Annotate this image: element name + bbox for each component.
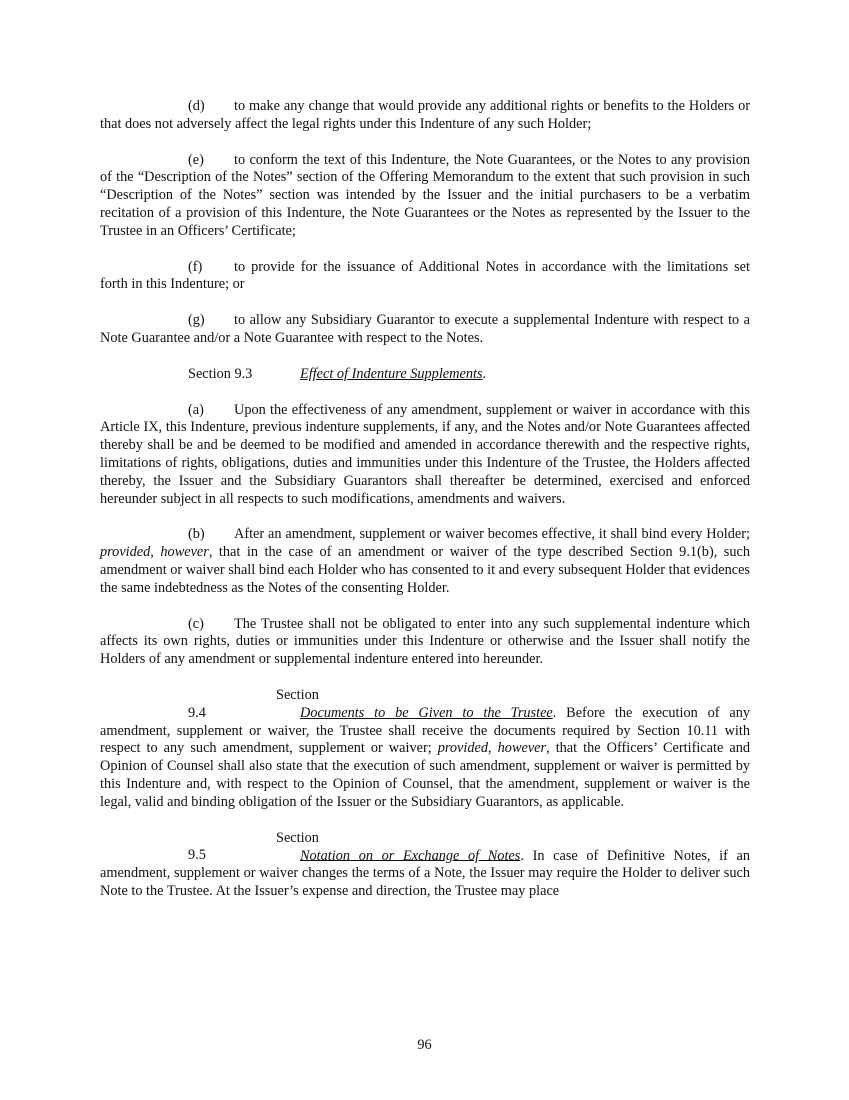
section-number: Section 9.5 xyxy=(188,829,319,864)
clause-e xyxy=(100,152,750,241)
clause-label: (g) xyxy=(188,312,205,329)
section-9-3-heading xyxy=(100,366,750,384)
section-text: . In case of Definitive Notes, if an amendment, supplement or waiver changes the terms of a Note, the Issuer may require the Holder to deliver such Note to the Trustee. At the Issuer’s expense and direction, the Trustee may place xyxy=(100,847,750,899)
section-9-3-a xyxy=(100,402,750,509)
provided-italic: provided xyxy=(437,740,489,757)
clause-label: (e) xyxy=(188,151,204,168)
comma: , xyxy=(488,740,498,757)
clause-label: (d) xyxy=(188,98,205,114)
section-9-5 xyxy=(100,830,750,901)
section-number: Section 9.4 xyxy=(188,686,319,721)
section-9-3-b xyxy=(100,526,750,597)
section-9-3-c xyxy=(100,616,750,669)
section-title: Notation on or Exchange of Notes xyxy=(300,847,521,864)
clause-label: (a) xyxy=(188,401,204,418)
clause-text: to provide for the issuance of Additional Notes in accordance with the limitations set forth in this Indenture; or xyxy=(100,258,750,293)
clause-text: Upon the effectiveness of any amendment, supplement or waiver in accordance with this Article IX, this Indenture, previous indenture supplements, if any, and the Notes and/or Note Guarantees affected thereby shall be and be deemed to be modified and amended in accordance therewith and the respective rights, limitations of rights, obligations, duties and immunities under this Indenture of the Trustee, the Holders affected thereby, the Issuer and the Subsidiary Guarantors shall thereafter be determined, exercised and enforced hereunder subject in all respects to such modifications, amendments and waivers. xyxy=(100,401,750,507)
section-text: . Before the execution of any amendment, supplement or waiver, the Trustee shall receive the documents required by Section 10.11 with respect to any such amendment, supplement or waiver; xyxy=(100,704,750,757)
clause-label: (b) xyxy=(188,526,205,543)
section-title-period: . xyxy=(482,365,487,382)
clause-text: to allow any Subsidiary Guarantor to execute a supplemental Indenture with respect to a Note Guarantee and/or a Note Guarantee with respect to the Notes. xyxy=(100,312,750,346)
page-number: 96 xyxy=(417,1037,432,1053)
clause-f xyxy=(100,259,750,295)
clause-label: (f) xyxy=(188,258,203,275)
section-number: Section 9.3 xyxy=(188,365,253,382)
section-9-4 xyxy=(100,687,750,812)
clause-text: to make any change that would provide any additional rights or benefits to the Holders or that does not adversely affect the legal rights under this Indenture of any such Holder; xyxy=(100,98,750,132)
section-title: Effect of Indenture Supplements xyxy=(300,365,483,382)
section-title: Documents to be Given to the Trustee xyxy=(300,704,553,721)
however-italic: however xyxy=(497,740,547,757)
clause-text-continued: , that in the case of an amendment or waiver of the type described Section 9.1(b), such amendment or waiver shall bind each Holder who has consented to it and every subsequent Holder that evidences the same indebtedness as the Notes of the consenting Holder. xyxy=(100,544,750,596)
clause-text: After an amendment, supplement or waiver becomes effective, it shall bind every Holder; xyxy=(234,526,750,543)
section-text-continued: , that the Officers’ Certificate and Opinion of Counsel shall also state that the execution of such amendment, supplement or waiver is permitted by this Indenture and, with respect to the Opinion of Counsel, that the amendment, supplement or waiver is the legal, valid and binding obligation of the Issuer or the Subsidiary Guarantors, as applicable. xyxy=(100,740,750,810)
clause-label: (c) xyxy=(188,615,204,632)
provided-italic: provided xyxy=(100,544,151,561)
however-italic: however xyxy=(160,544,209,561)
clause-g xyxy=(100,312,750,348)
clause-text: The Trustee shall not be obligated to enter into any such supplemental indenture which affects its own rights, duties or immunities under this Indenture or otherwise and the Issuer shall notify the Holders of any amendment or supplemental indenture entered into hereunder. xyxy=(100,615,750,668)
document-page xyxy=(100,98,750,901)
clause-text: to conform the text of this Indenture, the Note Guarantees, or the Notes to any provision of the “Description of the Notes” section of the Offering Memorandum to the extent that such provision in such “Description of the Notes” section was intended by the Issuer and the initial purchasers to be a verbatim recitation of a provision of this Indenture, the Note Guarantees or the Notes as represented by the Issuer to the Trustee in an Officers’ Certificate; xyxy=(100,151,750,239)
clause-d xyxy=(100,98,750,134)
comma: , xyxy=(150,544,161,561)
